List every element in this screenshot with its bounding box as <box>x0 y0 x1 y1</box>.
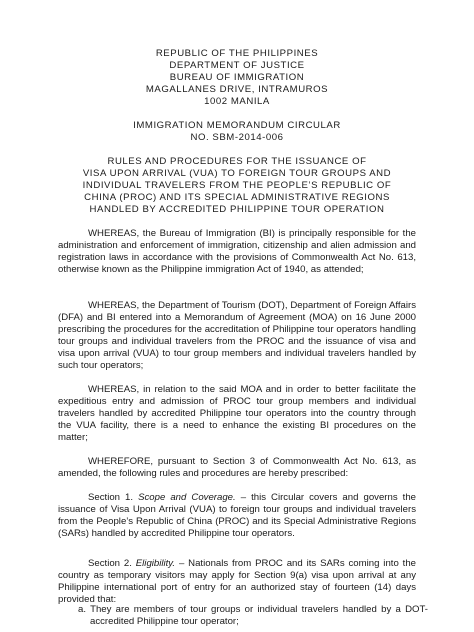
section-1-heading: Scope and Coverage. <box>138 492 236 503</box>
whereas-paragraph-3: WHEREAS, in relation to the said MOA and in order to better facilitate the expeditious entry and admission of PROC tour group members and individual travelers handled by accredited Philippine tour operators into the country through the VUA facility, there is a need to enhance the existing BI procedures on the matter; <box>58 384 416 443</box>
section-1-body: – this Circular covers and governs the issuance of Visa Upon Arrival (VUA) to foreign tour groups and individual travelers from the People’s Republic of China (PROC) and its Special Administrative Regions (SARs) handled by accredited Philippine tour operators. <box>58 492 416 539</box>
title-line: VISA UPON ARRIVAL (VUA) TO FOREIGN TOUR GROUPS AND <box>82 168 392 179</box>
whereas-paragraph-2: WHEREAS, the Department of Tourism (DOT), Department of Foreign Affairs (DFA) and BI entered into a Memorandum of Agreement (MOA) on 16 June 2000 prescribing the procedures for the accreditation of Philippine tour operators handling tour groups and individual travelers from the PROC and the issuance of visa and visa upon arrival (VUA) to tour group members and individual travelers handled by such tour operators; <box>58 300 416 371</box>
section-2-paragraph <box>58 558 416 606</box>
section-1-label: Section 1. <box>88 492 139 503</box>
section-2-body: – Nationals from PROC and its SARs coming into the country as temporary visitors may apply for Section 9(a) visa upon arrival at any Philippine international port of entry for an authorized stay of fourteen (14) days provided that: <box>58 558 416 605</box>
title-line: INDIVIDUAL TRAVELERS FROM THE PEOPLE’S REPUBLIC OF <box>82 180 392 191</box>
title-line: HANDLED BY ACCREDITED PHILIPPINE TOUR OPERATION <box>89 204 385 215</box>
memo-title-line: IMMIGRATION MEMORANDUM CIRCULAR <box>133 120 341 131</box>
letterhead-line: MAGALLANES DRIVE, INTRAMUROS <box>145 84 329 95</box>
letterhead-line: REPUBLIC OF THE PHILIPPINES <box>155 48 319 59</box>
letterhead-line: 1002 MANILA <box>204 96 270 107</box>
title-line: RULES AND PROCEDURES FOR THE ISSUANCE OF <box>107 156 367 167</box>
wherefore-paragraph: WHEREFORE, pursuant to Section 3 of Commonwealth Act No. 613, as amended, the following rules and procedures are hereby prescribed: <box>58 456 416 479</box>
section-2-heading: Eligibility. <box>135 558 176 569</box>
memo-number <box>0 120 474 144</box>
letterhead-line: DEPARTMENT OF JUSTICE <box>169 60 305 71</box>
section-2-label: Section 2. <box>88 558 136 569</box>
title-line: CHINA (PROC) AND ITS SPECIAL ADMINISTRATIVE REGIONS <box>84 192 390 203</box>
document-title <box>0 156 474 216</box>
letterhead <box>0 48 474 108</box>
letterhead-line: BUREAU OF IMMIGRATION <box>169 72 305 83</box>
eligibility-item-a: a. They are members of tour groups or individual travelers handled by a DOT- accredited Philippine tour operator; <box>78 604 428 627</box>
section-1-paragraph <box>58 492 416 540</box>
whereas-paragraph-1: WHEREAS, the Bureau of Immigration (BI) is principally responsible for the administration and enforcement of immigration, citizenship and alien admission and registration laws in accordance with the provisions of Commonwealth Act No. 613, otherwise known as the Philippine immigration Act of 1940, as attended; <box>58 228 416 275</box>
memo-number-line: NO. SBM-2014-006 <box>190 132 284 143</box>
